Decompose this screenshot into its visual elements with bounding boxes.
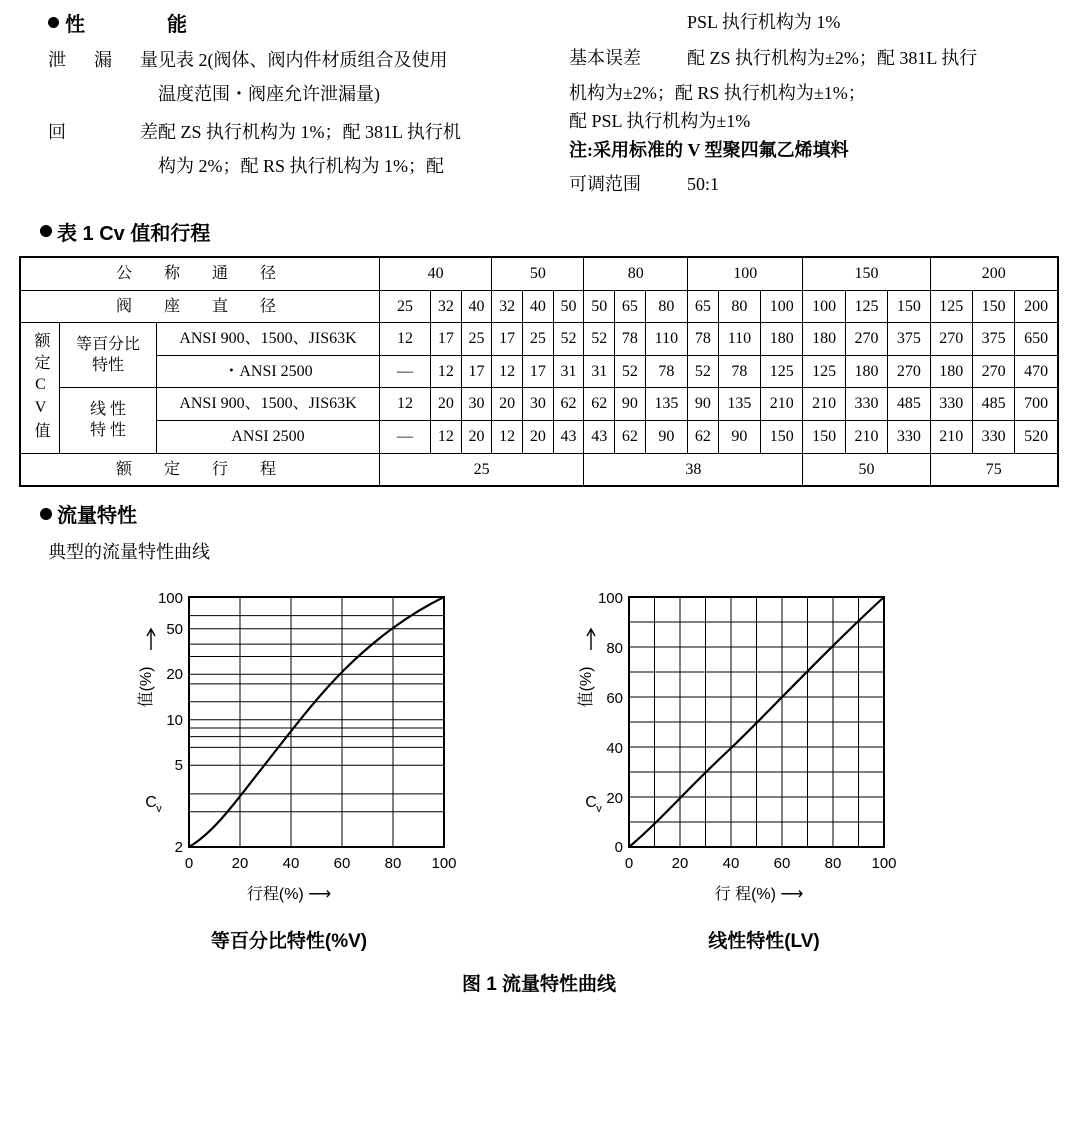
spec-value-leakage-line2: 温度范围・阀座允许泄漏量): [158, 83, 380, 104]
cell-stroke-50: 50: [803, 453, 930, 486]
cell-std-eq-1: ANSI 900、1500、JIS63K: [157, 323, 380, 356]
cell-eq1-9: 78: [688, 323, 719, 356]
svg-text:2: 2: [174, 839, 183, 857]
flow-note: 典型的流量特性曲线: [48, 542, 210, 563]
cell-lin2-17: 520: [1015, 420, 1058, 453]
cell-lin2-7: 62: [615, 420, 646, 453]
svg-text:v: v: [596, 803, 602, 816]
cell-lin2-15: 210: [930, 420, 972, 453]
cell-eq1-17: 650: [1015, 323, 1058, 356]
svg-text:5: 5: [174, 757, 183, 775]
cell-eq2-12: 125: [803, 355, 845, 388]
table-row-nominal: [20, 257, 1058, 290]
psl-line: PSL 执行机构为 1%: [687, 12, 841, 32]
svg-text:40: 40: [722, 855, 740, 873]
cell-lin1-8: 135: [645, 388, 687, 421]
cell-lin1-4: 30: [523, 388, 554, 421]
cell-stroke-25: 25: [380, 453, 584, 486]
cell-seat-8: 80: [645, 290, 687, 323]
spec-label-rangeability: 可调范围: [569, 174, 641, 195]
cell-nominal-80: 80: [584, 257, 688, 290]
svg-text:40: 40: [606, 740, 623, 758]
bullet-dot-icon: [48, 17, 59, 28]
cell-lin2-4: 20: [523, 420, 554, 453]
cell-group-equal-percent: 等百分比 特性: [60, 323, 157, 388]
cell-lin2-10: 90: [718, 420, 760, 453]
spec-row-hysteresis: [48, 119, 529, 147]
cell-eq1-2: 25: [461, 323, 492, 356]
spec-row-rangeability: [569, 171, 1060, 199]
cell-lin1-16: 485: [972, 388, 1014, 421]
cell-eq1-16: 375: [972, 323, 1014, 356]
chart1-xlabel: 行程(%) ⟶: [246, 886, 332, 904]
svg-text:值(%): 值(%): [138, 666, 155, 708]
spec-column-left: [18, 8, 539, 205]
cell-eq2-7: 52: [615, 355, 646, 388]
table-row-eq-ansi2500: [20, 355, 1058, 388]
cell-lin2-14: 330: [888, 420, 930, 453]
svg-text:20: 20: [166, 666, 183, 684]
cell-lin1-2: 30: [461, 388, 492, 421]
svg-text:v: v: [156, 803, 162, 816]
cell-eq1-12: 180: [803, 323, 845, 356]
cell-lin1-1: 20: [431, 388, 462, 421]
cell-lin1-15: 330: [930, 388, 972, 421]
svg-text:100: 100: [597, 590, 623, 608]
cell-eq2-16: 270: [972, 355, 1014, 388]
svg-text:20: 20: [606, 790, 623, 808]
cell-eq1-0: 12: [380, 323, 431, 356]
svg-text:60: 60: [773, 855, 791, 873]
spec-column-right: [539, 8, 1060, 205]
cell-eq2-0: —: [380, 355, 431, 388]
spec-value-rangeability: 50:1: [687, 174, 720, 195]
cell-eq2-5: 31: [553, 355, 584, 388]
chart2-xlabel: 行 程(%) ⟶: [714, 886, 804, 904]
cell-eq2-1: 12: [431, 355, 462, 388]
cell-eq2-3: 12: [492, 355, 523, 388]
svg-text:C: C: [585, 794, 597, 812]
cell-nominal-150: 150: [803, 257, 930, 290]
basic-error-line2: 机构为±2%；配 RS 执行机构为±1%；: [569, 82, 866, 103]
cell-eq1-10: 110: [718, 323, 760, 356]
cell-nominal-100: 100: [688, 257, 803, 290]
cell-seat-9: 65: [688, 290, 719, 323]
svg-text:100: 100: [431, 855, 457, 873]
cell-seat-3: 32: [492, 290, 523, 323]
cell-lin1-10: 135: [718, 388, 760, 421]
cell-seat-11: 100: [761, 290, 803, 323]
cell-seat-15: 125: [930, 290, 972, 323]
cell-eq1-8: 110: [645, 323, 687, 356]
cell-seat-label: 阀 座 直 径: [20, 290, 380, 323]
chart1-caption: 等百分比特性(%V): [210, 931, 368, 953]
cell-eq1-14: 375: [888, 323, 930, 356]
svg-text:60: 60: [333, 855, 351, 873]
svg-text:0: 0: [624, 855, 634, 873]
basic-error-line3: 配 PSL 执行机构为±1%: [569, 111, 751, 132]
cell-lin2-2: 20: [461, 420, 492, 453]
svg-text:80: 80: [824, 855, 842, 873]
cell-stroke-38: 38: [584, 453, 803, 486]
cell-seat-1: 32: [431, 290, 462, 323]
cell-lin1-7: 90: [615, 388, 646, 421]
cell-seat-2: 40: [461, 290, 492, 323]
bullet-dot-icon: [40, 508, 52, 520]
svg-text:10: 10: [166, 712, 183, 730]
table1-heading: 表 1 Cv 值和行程: [40, 217, 1078, 246]
svg-text:80: 80: [384, 855, 402, 873]
cell-eq1-5: 52: [553, 323, 584, 356]
svg-text:0: 0: [184, 855, 194, 873]
cell-lin1-5: 62: [553, 388, 584, 421]
cell-eq2-2: 17: [461, 355, 492, 388]
cell-lin2-9: 62: [688, 420, 719, 453]
spec-label-hysteresis: 回 差: [48, 121, 158, 142]
cell-eq1-4: 25: [523, 323, 554, 356]
cell-seat-17: 200: [1015, 290, 1058, 323]
cell-seat-6: 50: [584, 290, 615, 323]
flow-heading: 流量特性: [40, 499, 1078, 528]
table-row-seat: [20, 290, 1058, 323]
cell-eq2-17: 470: [1015, 355, 1058, 388]
cell-nominal-200: 200: [930, 257, 1058, 290]
cell-lin2-6: 43: [584, 420, 615, 453]
svg-text:100: 100: [871, 855, 897, 873]
spec-block: [0, 0, 1078, 205]
cell-nominal-50: 50: [492, 257, 584, 290]
cell-lin2-11: 150: [761, 420, 803, 453]
cell-seat-13: 125: [845, 290, 887, 323]
cell-lin2-13: 210: [845, 420, 887, 453]
spec-value-leakage: 见表 2(阀体、阀内件材质组合及使用: [158, 50, 448, 70]
cell-lin2-5: 43: [553, 420, 584, 453]
cell-lin2-16: 330: [972, 420, 1014, 453]
cell-stroke-label: 额 定 行 程: [20, 453, 380, 486]
charts-row: [0, 582, 1078, 953]
chart-equal-percentage: [39, 582, 539, 953]
bullet-dot-icon: [40, 225, 52, 237]
cell-eq2-14: 270: [888, 355, 930, 388]
cell-seat-16: 150: [972, 290, 1014, 323]
cell-nominal-label: 公 称 通 径: [20, 257, 380, 290]
chart2-caption: 线性特性(LV): [708, 931, 820, 953]
cell-rated-cv-label: 额定CV值: [20, 323, 60, 453]
svg-text:60: 60: [606, 690, 623, 708]
cell-lin2-3: 12: [492, 420, 523, 453]
cell-lin1-9: 90: [688, 388, 719, 421]
svg-text:20: 20: [671, 855, 689, 873]
cell-lin2-1: 12: [431, 420, 462, 453]
figure-caption: 图 1 流量特性曲线: [461, 974, 617, 996]
cell-stroke-75: 75: [930, 453, 1058, 486]
svg-text:40: 40: [282, 855, 300, 873]
cell-eq1-3: 17: [492, 323, 523, 356]
cell-seat-4: 40: [523, 290, 554, 323]
cell-seat-12: 100: [803, 290, 845, 323]
cell-eq2-11: 125: [761, 355, 803, 388]
cell-std-lin-2: ANSI 2500: [157, 420, 380, 453]
cell-lin2-0: —: [380, 420, 431, 453]
cell-eq2-9: 52: [688, 355, 719, 388]
cell-eq1-13: 270: [845, 323, 887, 356]
table-row-lin-ansi2500: [20, 420, 1058, 453]
cell-seat-0: 25: [380, 290, 431, 323]
spec-value-hysteresis: 配 ZS 执行机构为 1%；配 381L 执行机: [158, 121, 461, 142]
cell-eq2-6: 31: [584, 355, 615, 388]
cell-nominal-40: 40: [380, 257, 492, 290]
cell-eq1-6: 52: [584, 323, 615, 356]
cell-lin1-6: 62: [584, 388, 615, 421]
chart-equal-percentage-svg: [39, 582, 539, 882]
cell-eq1-1: 17: [431, 323, 462, 356]
svg-text:100: 100: [157, 590, 183, 608]
cell-seat-5: 50: [553, 290, 584, 323]
cell-eq2-4: 17: [523, 355, 554, 388]
cell-lin1-3: 20: [492, 388, 523, 421]
cell-lin2-8: 90: [645, 420, 687, 453]
spec-row-leakage: [48, 47, 529, 75]
cell-lin1-0: 12: [380, 388, 431, 421]
cell-eq1-11: 180: [761, 323, 803, 356]
table-row-lin-ansi900: [20, 388, 1058, 421]
chart-linear-svg: [539, 582, 1039, 882]
spec-value-hysteresis-line2: 构为 2%；配 RS 执行机构为 1%；配: [158, 155, 445, 176]
cell-std-eq-2: ・ANSI 2500: [157, 355, 380, 388]
cell-std-lin-1: ANSI 900、1500、JIS63K: [157, 388, 380, 421]
svg-text:0: 0: [614, 839, 623, 857]
cv-table: [19, 256, 1059, 487]
cell-lin1-17: 700: [1015, 388, 1058, 421]
cell-group-linear: 线 性 特 性: [60, 388, 157, 453]
cell-eq2-10: 78: [718, 355, 760, 388]
table-row-eq-ansi900: [20, 323, 1058, 356]
cell-lin2-12: 150: [803, 420, 845, 453]
spec-label-leakage: 泄 漏 量: [48, 50, 158, 70]
spec-row-basic-error: [569, 45, 1060, 73]
cell-eq1-7: 78: [615, 323, 646, 356]
cell-seat-7: 65: [615, 290, 646, 323]
performance-heading: 性 能: [48, 8, 529, 37]
spec-label-basic-error: 基本误差: [569, 47, 641, 68]
cell-eq1-15: 270: [930, 323, 972, 356]
svg-text:20: 20: [231, 855, 249, 873]
packing-note: 注:采用标准的 V 型聚四氟乙烯填料: [569, 140, 849, 161]
cell-lin1-13: 330: [845, 388, 887, 421]
cell-eq2-13: 180: [845, 355, 887, 388]
cell-lin1-11: 210: [761, 388, 803, 421]
chart-linear: [539, 582, 1039, 953]
spec-value-basic-error: 配 ZS 执行机构为±2%；配 381L 执行: [687, 47, 978, 68]
cell-eq2-15: 180: [930, 355, 972, 388]
table-row-stroke: [20, 453, 1058, 486]
cell-lin1-12: 210: [803, 388, 845, 421]
cell-eq2-8: 78: [645, 355, 687, 388]
svg-text:C: C: [145, 794, 157, 812]
svg-text:80: 80: [606, 640, 623, 658]
svg-text:值(%): 值(%): [578, 666, 595, 708]
cell-lin1-14: 485: [888, 388, 930, 421]
cell-seat-14: 150: [888, 290, 930, 323]
cell-seat-10: 80: [718, 290, 760, 323]
svg-text:50: 50: [166, 621, 183, 639]
